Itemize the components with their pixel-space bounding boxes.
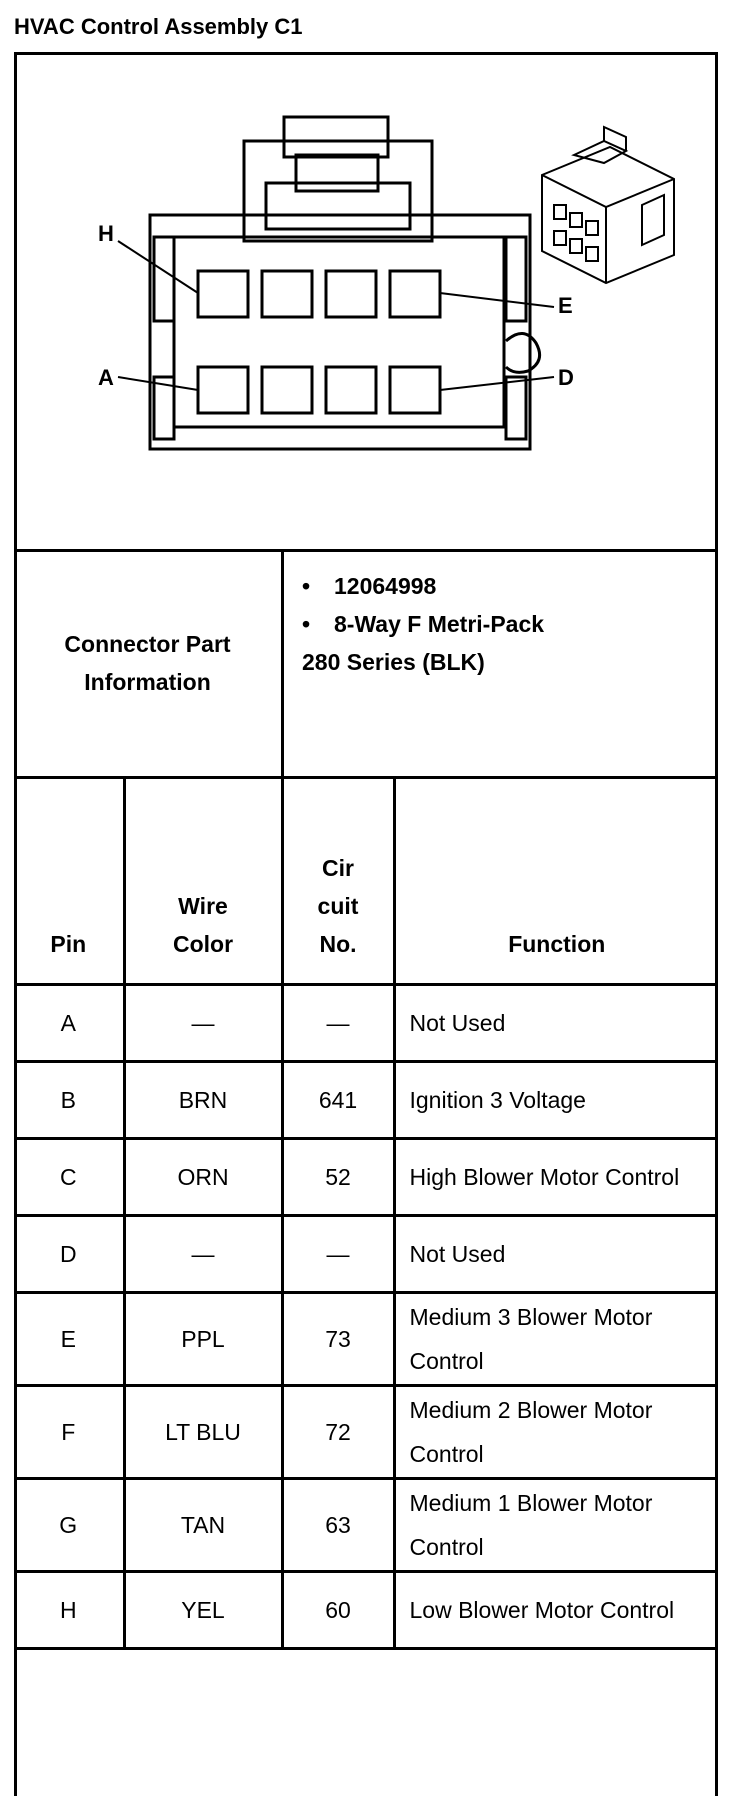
pin-label-h: H bbox=[98, 221, 114, 246]
isometric-connector-sketch bbox=[542, 127, 674, 283]
terminal-c bbox=[326, 367, 376, 413]
table-row bbox=[14, 1479, 718, 1572]
table-row bbox=[14, 1572, 718, 1649]
leader-a bbox=[118, 377, 198, 390]
connector-part-info bbox=[302, 567, 544, 681]
cell-wire: PPL bbox=[124, 1293, 282, 1386]
keyway bbox=[506, 333, 540, 372]
cell-circuit: 63 bbox=[282, 1479, 394, 1572]
cell-circuit: 60 bbox=[282, 1572, 394, 1649]
cell-function: Medium 2 Blower Motor Control bbox=[394, 1386, 718, 1479]
terminal-d bbox=[390, 367, 440, 413]
part-item: • 12064998 bbox=[302, 573, 437, 599]
cell-wire: — bbox=[124, 985, 282, 1062]
table-header-row bbox=[14, 776, 718, 985]
part-item: • 8-Way F Metri-Pack bbox=[302, 611, 545, 637]
header-pin: Pin bbox=[14, 776, 124, 985]
cell-pin: A bbox=[14, 985, 124, 1062]
terminal-f bbox=[326, 271, 376, 317]
table-row bbox=[14, 1293, 718, 1386]
latch-inner bbox=[296, 155, 378, 191]
cell-circuit: — bbox=[282, 985, 394, 1062]
latch-top bbox=[284, 117, 388, 157]
header-circuit-no: Cir cuit No. bbox=[282, 776, 394, 985]
table-row bbox=[14, 985, 718, 1062]
cell-pin: C bbox=[14, 1139, 124, 1216]
connector-diagram bbox=[14, 52, 718, 552]
table-row bbox=[14, 1062, 718, 1139]
connector-inner bbox=[174, 237, 504, 427]
cell-function: High Blower Motor Control bbox=[394, 1139, 718, 1216]
cell-wire: TAN bbox=[124, 1479, 282, 1572]
header-wire-color: Wire Color bbox=[124, 776, 282, 985]
cell-pin: H bbox=[14, 1572, 124, 1649]
leader-d bbox=[440, 377, 554, 390]
cell-circuit: 73 bbox=[282, 1293, 394, 1386]
cell-function: Not Used bbox=[394, 985, 718, 1062]
page-title: HVAC Control Assembly C1 bbox=[14, 14, 303, 39]
cell-wire: LT BLU bbox=[124, 1386, 282, 1479]
pinout-table bbox=[14, 776, 718, 1650]
table-row bbox=[14, 1216, 718, 1293]
terminal-h bbox=[198, 271, 248, 317]
connector-part-row bbox=[14, 549, 718, 779]
cell-function: Medium 1 Blower Motor Control bbox=[394, 1479, 718, 1572]
cell-wire: — bbox=[124, 1216, 282, 1293]
cell-function: Medium 3 Blower Motor Control bbox=[394, 1293, 718, 1386]
terminal-e bbox=[390, 271, 440, 317]
terminal-g bbox=[262, 271, 312, 317]
cell-pin: D bbox=[14, 1216, 124, 1293]
cell-pin: E bbox=[14, 1293, 124, 1386]
terminal-b bbox=[262, 367, 312, 413]
cell-wire: ORN bbox=[124, 1139, 282, 1216]
table-row bbox=[14, 1139, 718, 1216]
connector-part-label: Connector Part Information bbox=[14, 549, 284, 776]
cell-function: Low Blower Motor Control bbox=[394, 1572, 718, 1649]
cell-circuit: 72 bbox=[282, 1386, 394, 1479]
connector-face-drawing bbox=[14, 55, 718, 555]
terminal-a bbox=[198, 367, 248, 413]
leader-e bbox=[440, 293, 554, 307]
part-continuation: 280 Series (BLK) bbox=[302, 649, 485, 675]
cell-circuit: — bbox=[282, 1216, 394, 1293]
cell-circuit: 52 bbox=[282, 1139, 394, 1216]
cell-pin: F bbox=[14, 1386, 124, 1479]
side-lock-right-bottom bbox=[506, 377, 526, 439]
table-row bbox=[14, 1386, 718, 1479]
cell-function: Ignition 3 Voltage bbox=[394, 1062, 718, 1139]
leader-h bbox=[118, 241, 198, 293]
cell-circuit: 641 bbox=[282, 1062, 394, 1139]
side-lock-right-top bbox=[506, 237, 526, 321]
pin-label-e: E bbox=[558, 293, 573, 318]
cell-pin: G bbox=[14, 1479, 124, 1572]
cell-wire: BRN bbox=[124, 1062, 282, 1139]
cell-pin: B bbox=[14, 1062, 124, 1139]
side-lock-left-top bbox=[154, 237, 174, 321]
header-function: Function bbox=[394, 776, 718, 985]
pin-label-a: A bbox=[98, 365, 114, 390]
cell-wire: YEL bbox=[124, 1572, 282, 1649]
pin-label-d: D bbox=[558, 365, 574, 390]
cell-function: Not Used bbox=[394, 1216, 718, 1293]
